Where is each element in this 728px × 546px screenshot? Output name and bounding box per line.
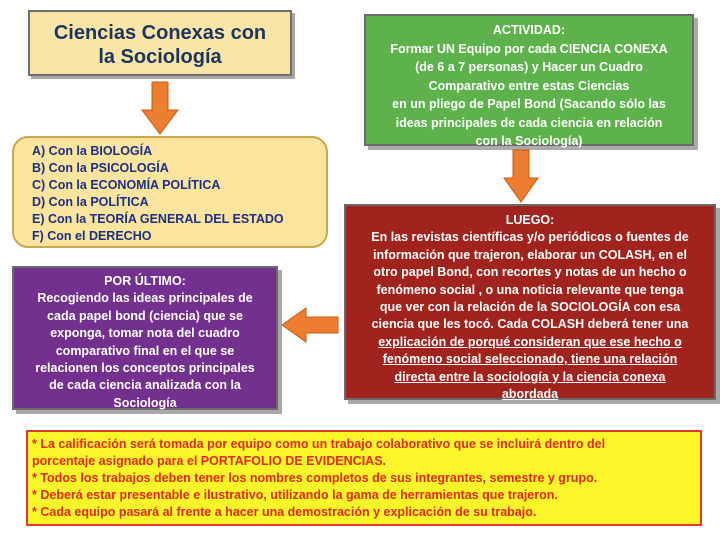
title-line-2: la Sociología <box>98 46 222 68</box>
science-item-teoria-estado: E) Con la TEORÍA GENERAL DEL ESTADO <box>32 212 284 226</box>
science-item-psicologia: B) Con la PSICOLOGÍA <box>32 161 169 175</box>
title-line-1: Ciencias Conexas con <box>53 22 267 44</box>
activity-line: Comparativo entre estas Ciencias <box>428 78 630 93</box>
science-item-politica: D) Con la POLÍTICA <box>32 195 149 209</box>
luego-line: fenómeno social , o una noticia relevante que tenga <box>376 282 684 297</box>
note-line: * Todos los trabajos deben tener los nombres completos de sus integrantes, semestre y grupo. <box>32 471 598 485</box>
luego-box <box>344 204 716 400</box>
ultimo-line: Sociología <box>113 395 177 410</box>
luego-line: En las revistas científicas y/o periódicos o fuentes de <box>371 230 689 245</box>
sciences-list <box>12 136 328 248</box>
notes-box <box>26 430 702 526</box>
arrow-down-icon <box>504 150 538 202</box>
ultimo-box <box>12 266 278 410</box>
science-item-derecho: F) Con el DERECHO <box>32 229 152 243</box>
ultimo-line: de cada ciencia analizada con la <box>49 378 241 393</box>
science-item-biologia: A) Con la BIOLOGÍA <box>32 144 153 158</box>
ultimo-line: Recogiendo las ideas principales de <box>37 291 253 306</box>
activity-line: Formar UN Equipo por cada CIENCIA CONEXA <box>390 41 668 56</box>
activity-line: con la Sociología) <box>475 134 583 148</box>
activity-heading: ACTIVIDAD: <box>492 23 566 37</box>
luego-underlined-line: fenómeno social seleccionado, tiene una relación <box>382 352 678 367</box>
luego-underlined-line: explicación de porqué consideran que ese hecho o <box>378 334 682 349</box>
ultimo-line: comparativo final en el que se <box>55 343 235 358</box>
arrow-down-icon <box>142 82 178 134</box>
ultimo-line: cada papel bond (ciencia) que se <box>47 308 243 323</box>
activity-line: en un pliego de Papel Bond (Sacando sólo las <box>392 97 666 111</box>
ultimo-heading: POR ÚLTIMO: <box>104 274 186 288</box>
luego-line: ciencia que les tocó. Cada COLASH deberá tener una <box>371 317 689 332</box>
luego-line: que ver con la relación de la SOCIOLOGÍA con esa <box>379 300 681 315</box>
luego-heading: LUEGO: <box>505 213 555 227</box>
luego-line: información que trajeron, elaborar un COLASH, en el <box>373 247 687 262</box>
arrow-left-icon <box>282 308 338 342</box>
science-item-economia-politica: C) Con la ECONOMÍA POLÍTICA <box>32 178 221 192</box>
activity-line: ideas principales de cada ciencia en relación <box>395 115 663 130</box>
luego-underlined-line: abordada <box>501 387 559 402</box>
luego-line: otro papel Bond, con recortes y notas de un hecho o <box>373 265 687 280</box>
title-box <box>28 10 292 76</box>
luego-underlined-line: directa entre la sociología y la ciencia conexa <box>394 369 666 384</box>
note-line: * Cada equipo pasará al frente a hacer una demostración y explicación de su trabajo. <box>32 505 537 519</box>
note-line: * La calificación será tomada por equipo como un trabajo colaborativo que se incluirá dentro del <box>32 437 606 451</box>
activity-line: (de 6 a 7 personas) y Hacer un Cuadro <box>415 60 643 74</box>
ultimo-line: relacionen los conceptos principales <box>35 361 255 376</box>
activity-box <box>364 14 694 146</box>
note-line: * Deberá estar presentable e ilustrativo, utilizando la gama de herramientas que trajeron. <box>32 488 558 502</box>
note-line: porcentaje asignado para el PORTAFOLIO DE EVIDENCIAS. <box>32 454 387 468</box>
ultimo-line: exponga, tomar nota del cuadro <box>50 326 240 341</box>
